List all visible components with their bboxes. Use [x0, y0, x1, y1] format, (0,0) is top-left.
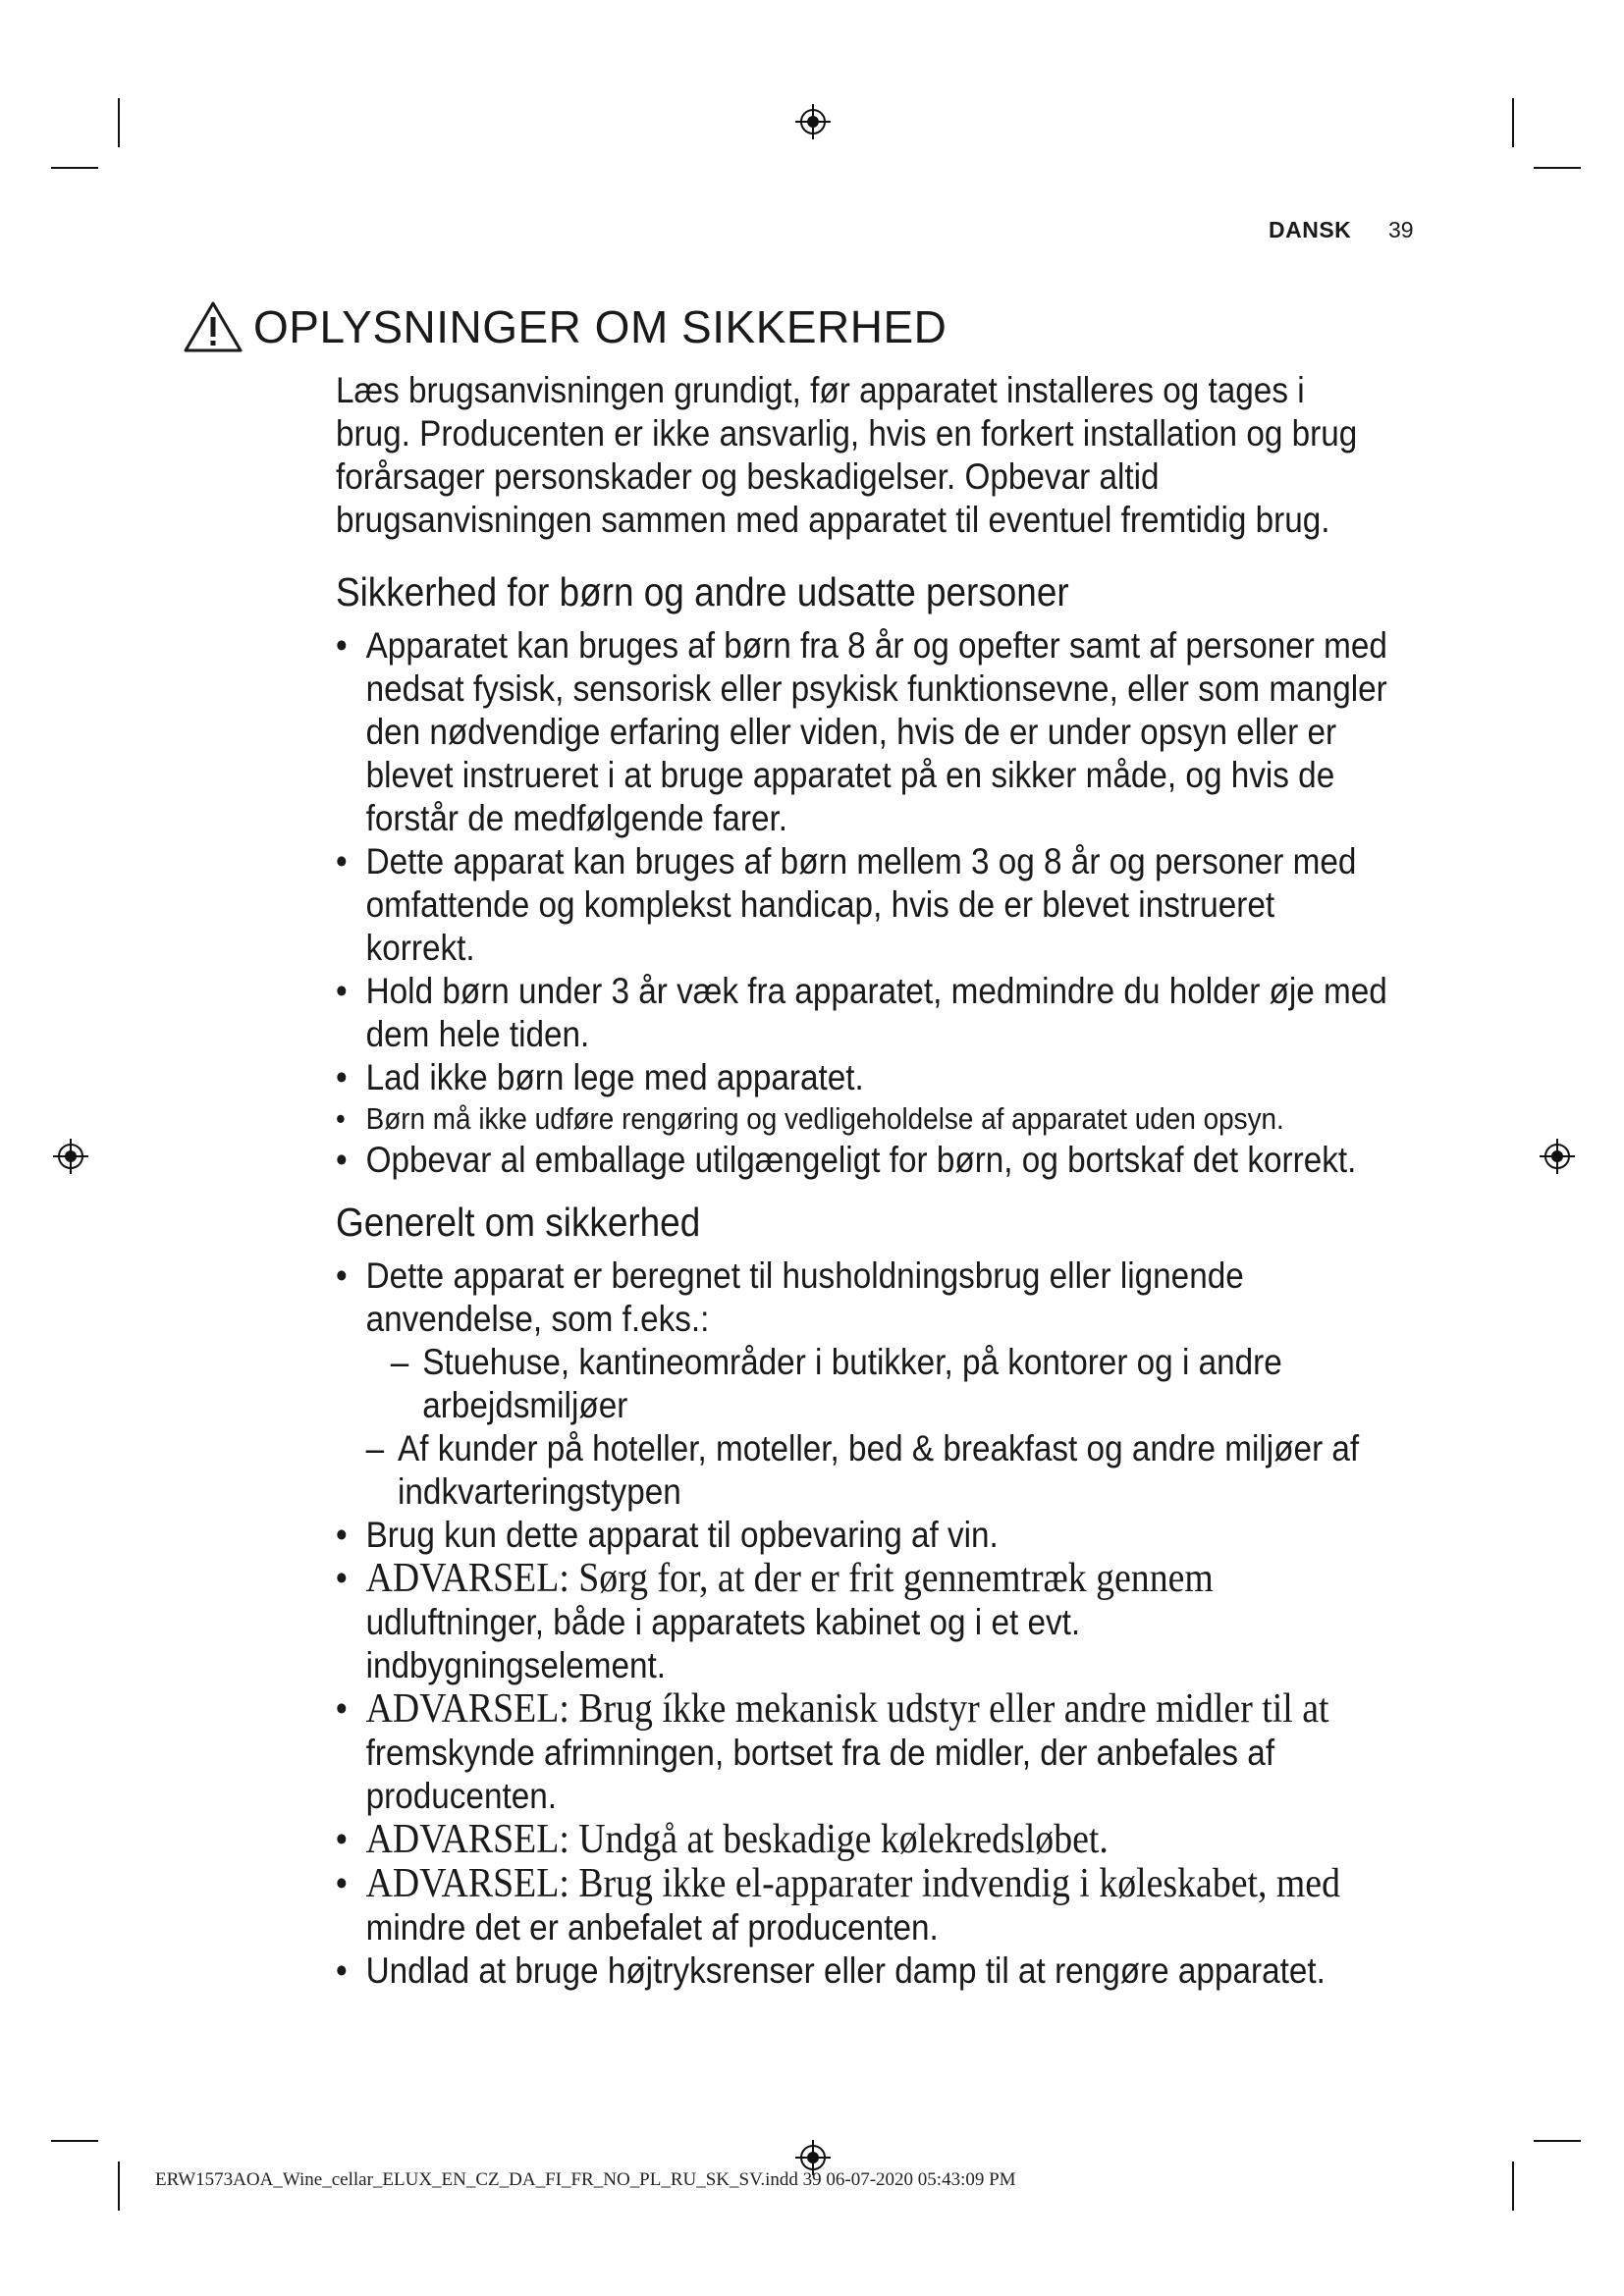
sub-list [366, 1341, 1387, 1514]
crop-mark [1512, 98, 1514, 147]
registration-mark-icon [51, 1137, 90, 1176]
page-title: OPLYSNINGER OM SIKKERHED [253, 301, 947, 352]
list-item: • Opbevar al emballage utilgængeligt for børn, og bortskaf det korrekt. [336, 1139, 1387, 1182]
page-number: 39 [1388, 217, 1414, 242]
warning-text-continued: udluftninger, både i apparatets kabinet og i et evt. indbygningselement. [365, 1602, 1081, 1685]
crop-mark [1534, 2140, 1581, 2142]
section-title-row [183, 300, 947, 353]
list-item: • Hold børn under 3 år væk fra apparatet, medmindre du holder øje med dem hele tiden. [336, 970, 1387, 1056]
list-item [336, 1255, 1387, 1514]
warning-text-continued: mindre det er anbefalet af producenten. [365, 1907, 939, 1948]
sub-list-item: – Af kunder på hoteller, moteller, bed & breakfast og andre miljøer af indkvarteringstypen [366, 1427, 1387, 1514]
crop-mark [118, 2162, 120, 2211]
crop-mark [1534, 167, 1581, 169]
list-item: • Dette apparat kan bruges af børn mellem 3 og 8 år og personer med omfattende og komplekst handicap, hvis de er blevet instrueret korrekt. [336, 840, 1387, 970]
intro-paragraph: Læs brugsanvisningen grundigt, før apparatet installeres og tages i brug. Producenten er ikke ansvarlig, hvis en forkert installation og brug forårsager personskader og beskadigelser. Opbevar altid brugsanvisningen sammen med apparatet til eventuel fremtidig brug. [336, 370, 1358, 540]
main-content [336, 369, 1387, 1993]
list-item-warning [336, 1687, 1387, 1818]
sub-list-item: – Stuehuse, kantineområder i butikker, på kontorer og i andre arbejdsmiljøer [391, 1341, 1387, 1427]
warning-text: ADVARSEL: Brug íkke mekanisk udstyr eller andre midler til at [365, 1686, 1329, 1732]
warning-text: ADVARSEL: Undgå at beskadige kølekredsløbet. [365, 1817, 1109, 1862]
warning-text: ADVARSEL: Brug ikke el-apparater indvendig i køleskabet, med [365, 1861, 1340, 1906]
list-item: • Undlad at bruge højtryksrenser eller damp til at rengøre apparatet. [336, 1949, 1387, 1993]
list-item: • Apparatet kan bruges af børn fra 8 år og opefter samt af personer med nedsat fysisk, sensorisk eller psykisk funktionsevne, eller som mangler den nødvendige erfaring eller viden, hvis de er under opsyn eller er blevet instrueret i at bruge apparatet på en sikker måde, og hvis de forstår de medfølgende farer. [336, 624, 1387, 840]
crop-mark [51, 167, 98, 169]
crop-mark [118, 98, 120, 147]
print-slug-footer: ERW1573AOA_Wine_cellar_ELUX_EN_CZ_DA_FI_FR_NO_PL_RU_SK_SV.indd 39 06-07-2020 05:43:09 PM [155, 2169, 1016, 2190]
registration-mark-icon [1538, 1137, 1577, 1176]
list-item-warning [336, 1862, 1387, 1949]
general-safety-list [336, 1255, 1387, 1993]
list-item-warning [336, 1557, 1387, 1687]
list-item-text: Dette apparat er beregnet til husholdningsbrug eller lignende anvendelse, som f.eks.: [365, 1255, 1244, 1339]
section-heading-children: Sikkerhed for børn og andre udsatte personer [336, 569, 1069, 614]
list-item: • Lad ikke børn lege med apparatet. [336, 1056, 1387, 1099]
list-item: • Brug kun dette apparat til opbevaring af vin. [336, 1514, 1387, 1557]
warning-text-continued: fremskynde afrimningen, bortset fra de midler, der anbefales af producenten. [365, 1733, 1275, 1816]
list-item: • Børn må ikke udføre rengøring og vedligeholdelse af apparatet uden opsyn. [336, 1099, 1387, 1139]
crop-mark [51, 2140, 98, 2142]
section-heading-general: Generelt om sikkerhed [336, 1200, 701, 1245]
warning-text: ADVARSEL: Sørg for, at der er frit gennemtræk gennem [365, 1556, 1214, 1601]
crop-mark [1512, 2162, 1514, 2211]
list-item-warning [336, 1818, 1387, 1862]
warning-triangle-icon [183, 300, 244, 353]
children-safety-list [336, 624, 1387, 1182]
registration-mark-icon [793, 102, 833, 141]
header-language: DANSK [1269, 217, 1352, 242]
